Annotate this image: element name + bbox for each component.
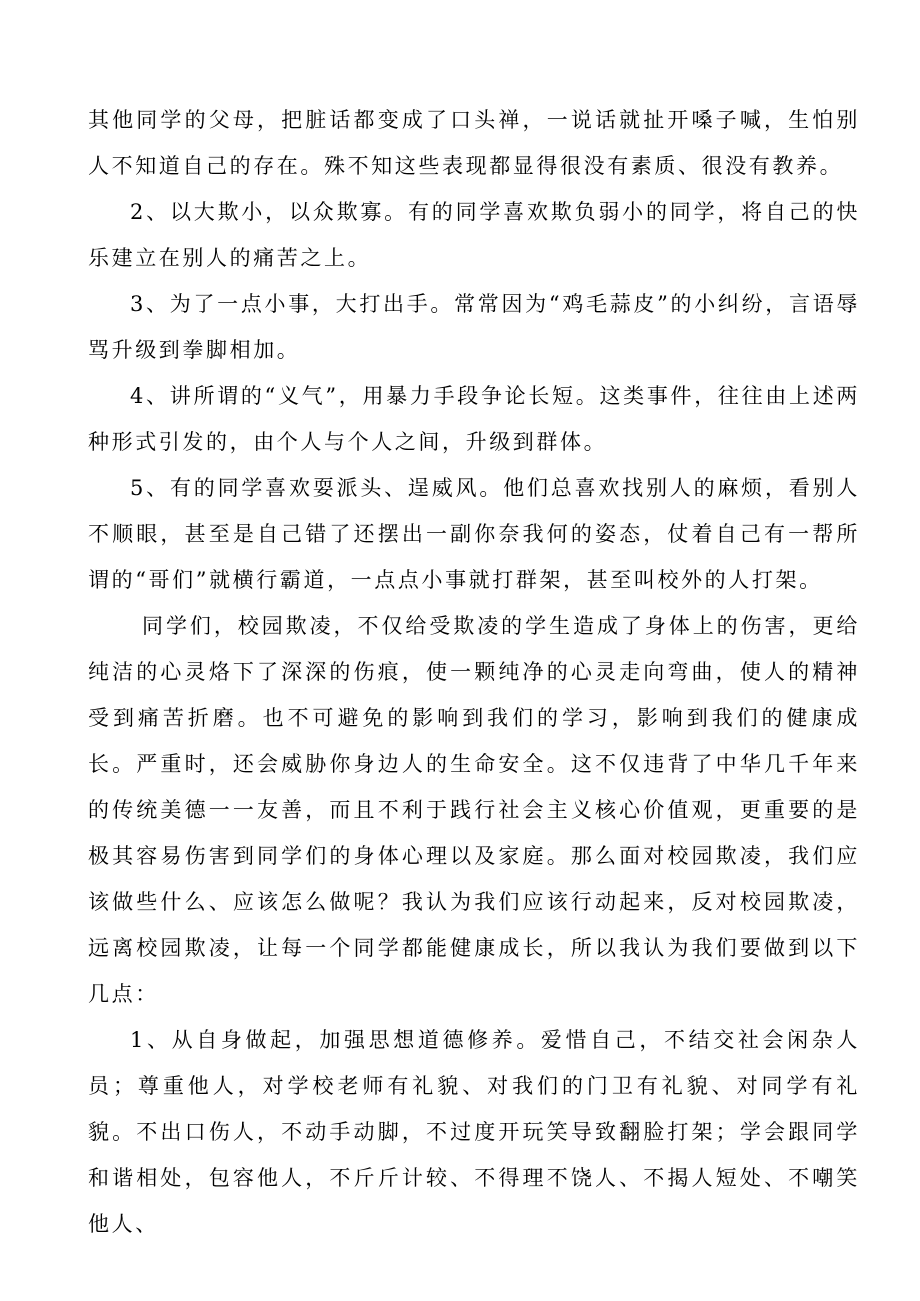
paragraph-item-2: 2、以大欺小，以众欺寡。有的同学喜欢欺负弱小的同学，将自己的快乐建立在别人的痛苦之上。 <box>88 200 860 270</box>
paragraph-continuation: 其他同学的父母，把脏话都变成了口头禅，一说话就扯开嗓子喊，生怕别人不知道自己的存在。殊不知这些表现都显得很没有素质、很没有教养。 <box>88 108 860 178</box>
paragraph-item-3: 3、为了一点小事，大打出手。常常因为“鸡毛蒜皮”的小纠纷，言语辱骂升级到拳脚相加。 <box>88 292 860 362</box>
paragraph-main-address: 同学们，校园欺凌，不仅给受欺凌的学生造成了身体上的伤害，更给纯洁的心灵烙下了深深的伤痕，使一颗纯净的心灵走向弯曲，使人的精神受到痛苦折磨。也不可避免的影响到我们的学习，影响到我们的健康成长。严重时，还会威胁你身边人的生命安全。这不仅违背了中华几千年来的传统美德一一友善，而且不利于践行社会主义核心价值观，更重要的是极其容易伤害到同学们的身体心理以及家庭。那么面对校园欺凌，我们应该做些什么、应该怎么做呢？我认为我们应该行动起来，反对校园欺凌，远离校园欺凌，让每一个同学都能健康成长，所以我认为我们要做到以下几点： <box>88 614 860 1006</box>
paragraph-action-1: 1、从自身做起，加强思想道德修养。爱惜自己，不结交社会闲杂人员；尊重他人，对学校老师有礼貌、对我们的门卫有礼貌、对同学有礼貌。不出口伤人，不动手动脚，不过度开玩笑导致翻脸打架；学会跟同学和谐相处，包容他人，不斤斤计较、不得理不饶人、不揭人短处、不嘲笑他人、 <box>88 1028 860 1236</box>
paragraph-item-4: 4、讲所谓的“义气”，用暴力手段争论长短。这类事件，往往由上述两种形式引发的，由个人与个人之间，升级到群体。 <box>88 384 860 454</box>
paragraph-item-5: 5、有的同学喜欢耍派头、逞威风。他们总喜欢找别人的麻烦，看别人不顺眼，甚至是自己错了还摆出一副你奈我何的姿态，仗着自己有一帮所谓的“哥们”就横行霸道，一点点小事就打群架，甚至叫校外的人打架。 <box>88 476 860 592</box>
